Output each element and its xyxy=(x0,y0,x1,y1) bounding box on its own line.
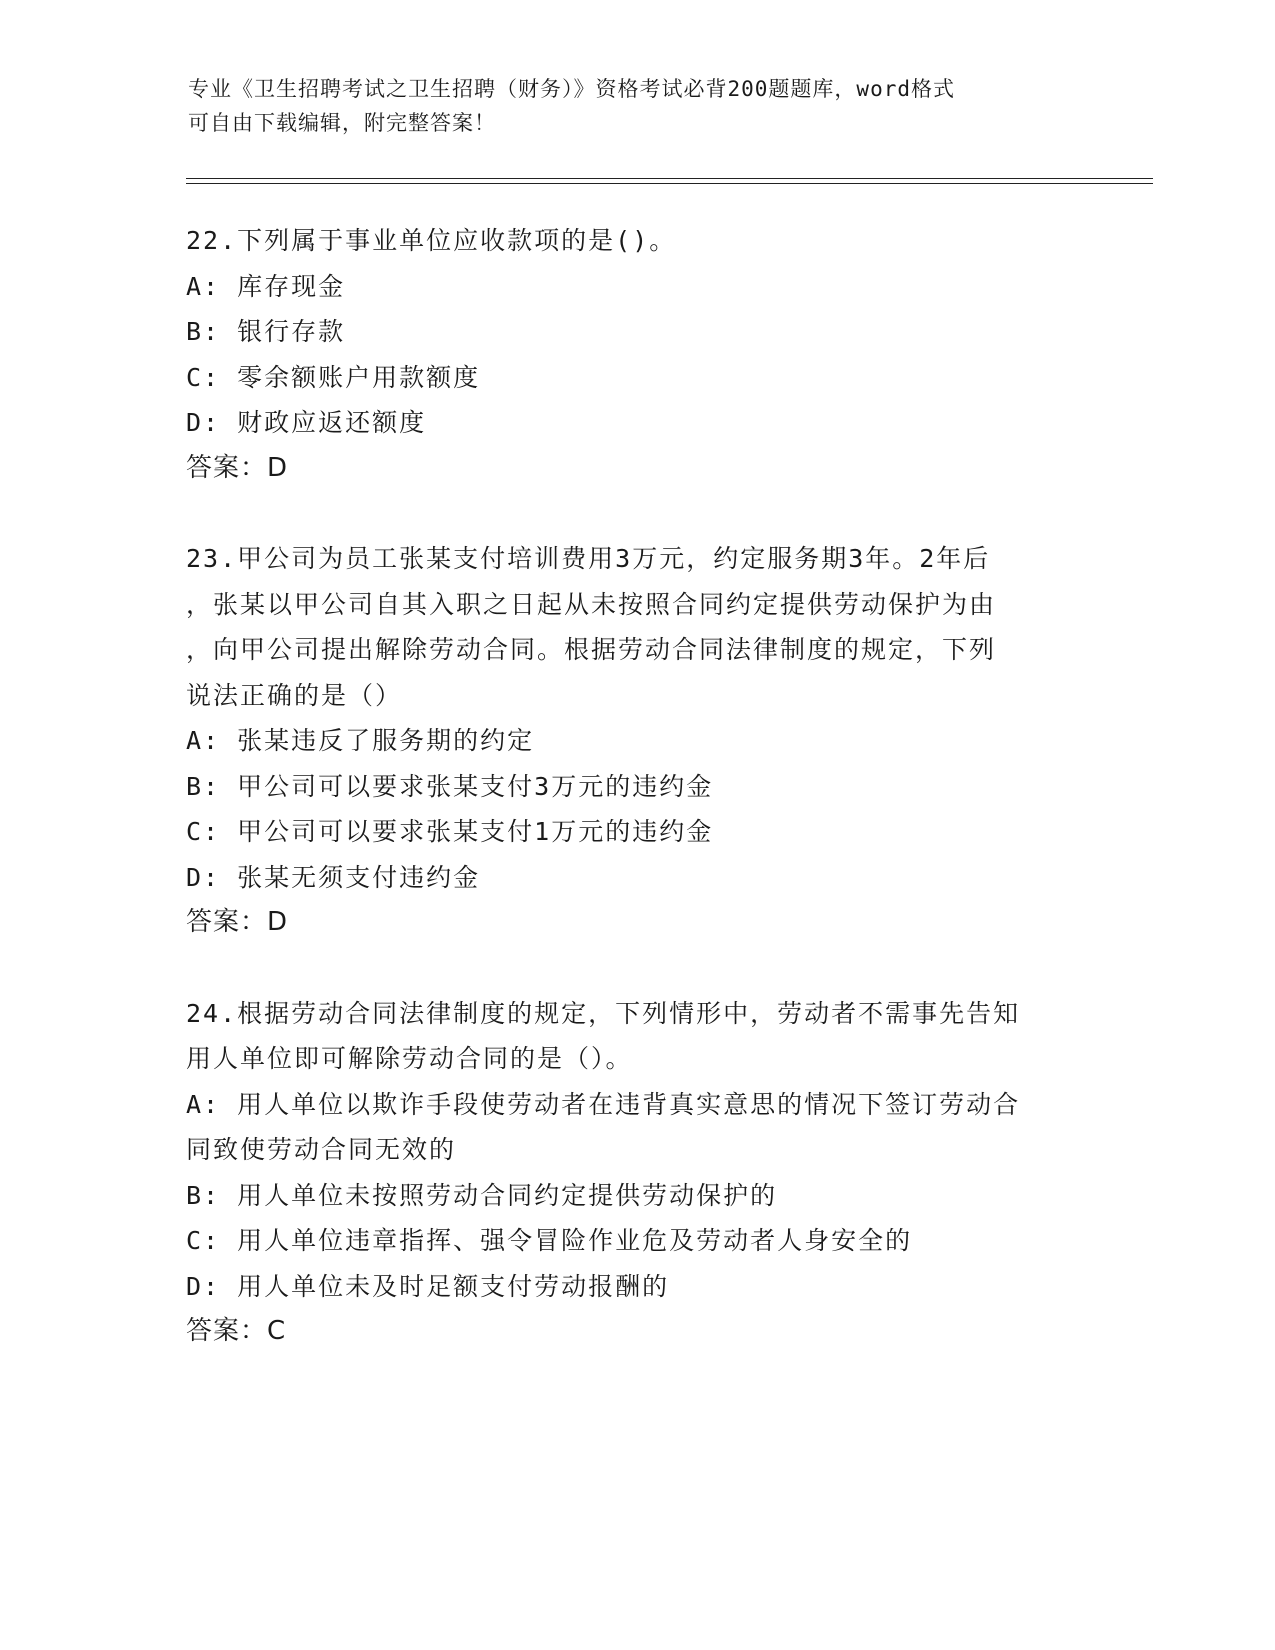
option-a-continued: 同致使劳动合同无效的 xyxy=(186,1135,457,1164)
option-c: C: 甲公司可以要求张某支付1万元的违约金 xyxy=(186,817,714,846)
question-stem: ，张某以甲公司自其入职之日起从未按照合同约定提供劳动保护为由 xyxy=(186,589,997,619)
question-24 xyxy=(186,991,1146,1355)
option-b: B: 用人单位未按照劳动合同约定提供劳动保护的 xyxy=(186,1180,778,1210)
option-d: D: 张某无须支付违约金 xyxy=(186,862,481,892)
option-b: B: 银行存款 xyxy=(186,317,346,346)
question-23 xyxy=(186,536,1146,946)
option-a: A: 用人单位以欺诈手段使劳动者在违背真实意思的情况下签订劳动合 xyxy=(186,1089,1021,1119)
question-stem: 24.根据劳动合同法律制度的规定，下列情形中，劳动者不需事先告知 xyxy=(186,998,1021,1028)
question-stem: 23.甲公司为员工张某支付培训费用3万元，约定服务期3年。2年后 xyxy=(186,544,991,573)
option-d: D: 财政应返还额度 xyxy=(186,408,427,437)
question-stem: ，向甲公司提出解除劳动合同。根据劳动合同法律制度的规定，下列 xyxy=(186,635,997,664)
option-a: A: 库存现金 xyxy=(186,271,346,301)
question-stem: 22.下列属于事业单位应收款项的是()。 xyxy=(186,226,677,255)
option-b: B: 甲公司可以要求张某支付3万元的违约金 xyxy=(186,771,714,801)
header-divider xyxy=(186,183,1153,184)
question-stem: 用人单位即可解除劳动合同的是（）。 xyxy=(186,1044,633,1073)
document-header xyxy=(188,72,1088,140)
header-divider xyxy=(186,178,1153,179)
option-a: A: 张某违反了服务期的约定 xyxy=(186,726,535,755)
option-d: D: 用人单位未及时足额支付劳动报酬的 xyxy=(186,1271,670,1301)
question-list xyxy=(186,218,1146,1400)
option-c: C: 零余额账户用款额度 xyxy=(186,362,481,392)
question-stem: 说法正确的是（） xyxy=(186,680,403,710)
option-c: C: 用人单位违章指挥、强令冒险作业危及劳动者人身安全的 xyxy=(186,1226,913,1255)
answer: 答案：D xyxy=(186,452,289,483)
header-line: 专业《卫生招聘考试之卫生招聘（财务）》资格考试必背200题题库，word格式 xyxy=(188,77,955,101)
answer: 答案：D xyxy=(186,907,289,937)
answer: 答案：C xyxy=(186,1316,287,1346)
question-22 xyxy=(186,218,1146,491)
header-line: 可自由下载编辑，附完整答案！ xyxy=(188,111,496,135)
